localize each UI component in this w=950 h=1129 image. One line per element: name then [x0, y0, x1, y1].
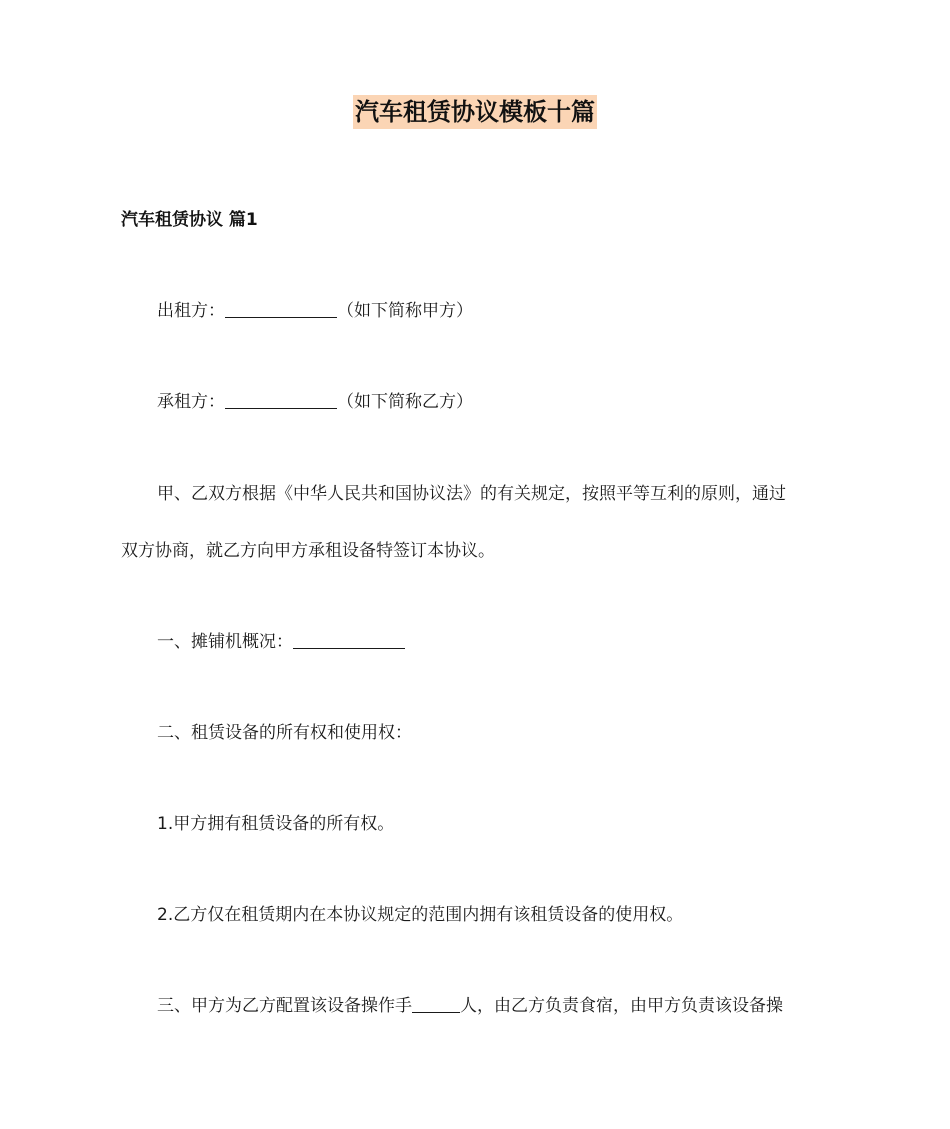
clause-2-item-2: 2.乙方仅在租赁期内在本协议规定的范围内拥有该租赁设备的使用权。 [157, 905, 684, 925]
lessee-line [157, 389, 473, 415]
clause-3-blank [412, 994, 460, 1013]
clause-1 [157, 629, 405, 655]
lessor-suffix: （如下简称甲方） [337, 301, 473, 321]
lessee-suffix: （如下简称乙方） [337, 392, 473, 412]
lessee-label: 承租方： [157, 392, 225, 412]
clause-2-item-1: 1.甲方拥有租赁设备的所有权。 [157, 814, 395, 834]
lessor-line [157, 298, 473, 324]
section-heading: 汽车租赁协议 篇1 [121, 210, 258, 230]
document-title: 汽车租赁协议模板十篇 [353, 95, 597, 129]
lessor-label: 出租方： [157, 301, 225, 321]
title-container [0, 95, 950, 129]
lessor-blank [225, 299, 337, 318]
clause-2: 二、租赁设备的所有权和使用权： [157, 723, 412, 743]
intro-line-1: 甲、乙双方根据《中华人民共和国协议法》的有关规定，按照平等互利的原则，通过 [157, 484, 786, 504]
clause-3-prefix: 三、甲方为乙方配置该设备操作手 [157, 996, 412, 1016]
clause-3-suffix: 人，由乙方负责食宿，由甲方负责该设备操 [460, 996, 783, 1016]
lessee-blank [225, 390, 337, 409]
clause-1-label: 一、摊铺机概况： [157, 632, 293, 652]
clause-1-blank [293, 630, 405, 649]
intro-line-2: 双方协商，就乙方向甲方承租设备特签订本协议。 [121, 541, 495, 561]
clause-3 [157, 993, 783, 1019]
